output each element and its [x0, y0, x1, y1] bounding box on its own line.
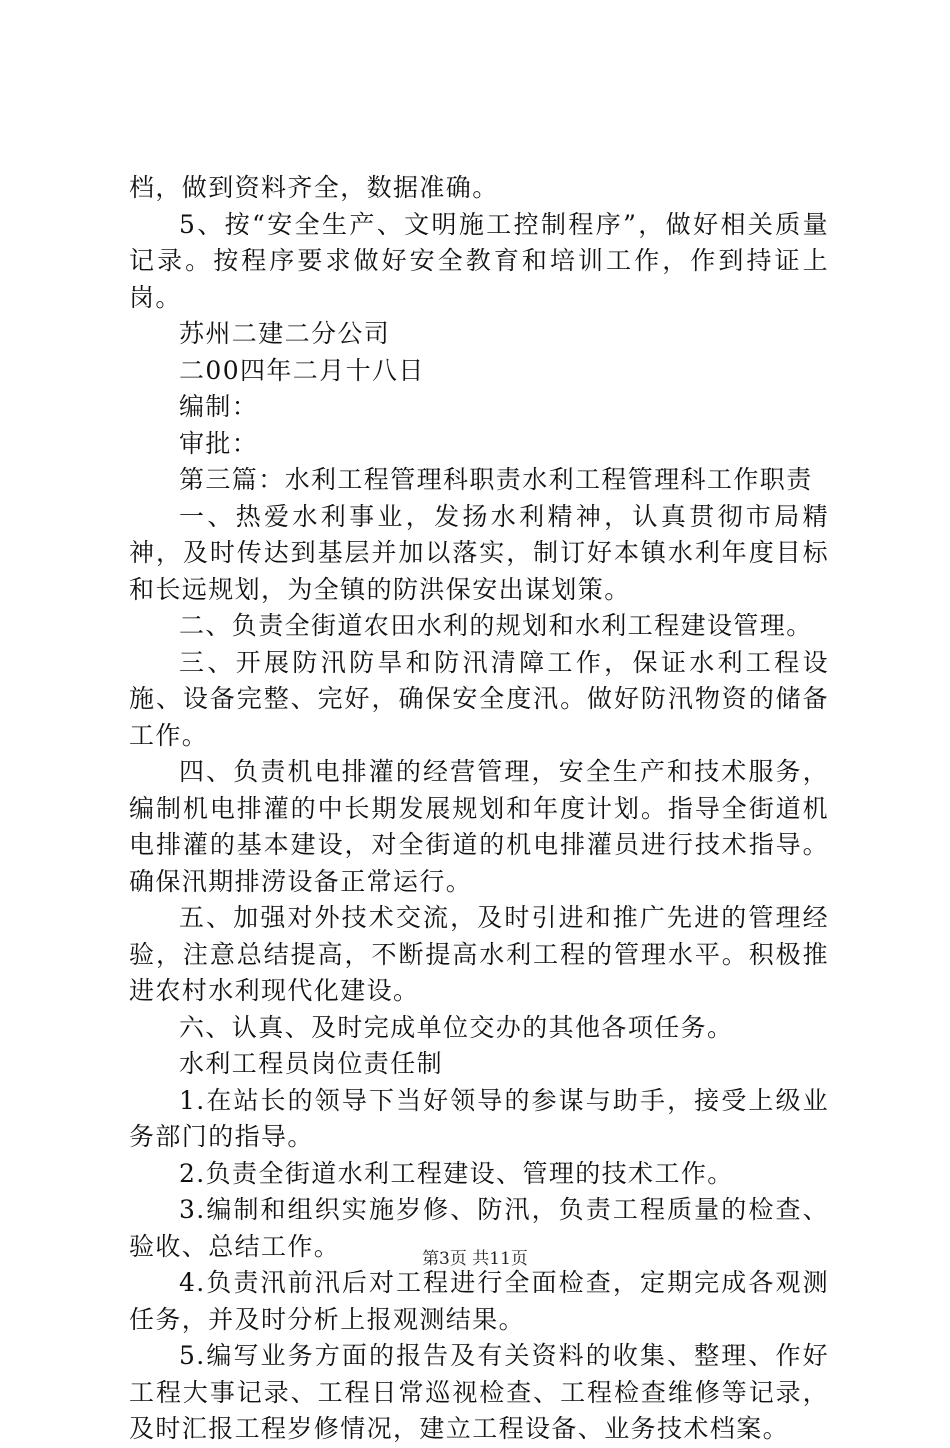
paragraph: 五、加强对外技术交流，及时引进和推广先进的管理经验，注意总结提高，不断提高水利工程的管理水平。积极推进农村水利现代化建设。: [129, 903, 829, 1005]
paragraph: 一、热爱水利事业，发扬水利精神，认真贯彻市局精神，及时传达到基层并加以落实，制订好本镇水利年度目标和长远规划，为全镇的防洪保安出谋划策。: [129, 501, 829, 604]
page-number: 第3页 共11页: [422, 1249, 528, 1269]
list-item: 1.在站长的领导下当好领导的参谋与助手，接受上级业务部门的指导。: [129, 1085, 829, 1151]
paragraph: 5、按“安全生产、文明施工控制程序”，做好相关质量记录。按程序要求做好安全教育和培训工作，作到持证上岗。: [129, 209, 829, 312]
page-footer: [0, 1244, 950, 1269]
company-name: 苏州二建二分公司: [179, 319, 391, 348]
list-item: 4.负责汛前汛后对工程进行全面检查，定期完成各观测任务，并及时分析上报观测结果。: [129, 1268, 829, 1334]
paragraph: 档，做到资料齐全，数据准确。: [129, 173, 499, 202]
paragraph: 六、认真、及时完成单位交办的其他各项任务。: [179, 1012, 734, 1042]
paragraph: 三、开展防汛防旱和防汛清障工作，保证水利工程设施、设备完整、完好，确保安全度汛。做好防汛物资的储备工作。: [129, 647, 829, 750]
list-item: 2.负责全街道水利工程建设、管理的技术工作。: [179, 1158, 734, 1188]
paragraph: 二、负责全街道农田水利的规划和水利工程建设管理。: [179, 611, 813, 640]
section-heading: 第三篇：水利工程管理科职责水利工程管理科工作职责: [179, 465, 813, 494]
list-item: 5.编写业务方面的报告及有关资料的收集、整理、作好工程大事记录、工程日常巡视检查、工程检查维修等记录，及时汇报工程岁修情况，建立工程设备、业务技术档案。: [129, 1341, 829, 1443]
paragraph: 四、负责机电排灌的经营管理，安全生产和技术服务，编制机电排灌的中长期发展规划和年度计划。指导全街道机电排灌的基本建设，对全街道的机电排灌员进行技术指导。确保汛期排涝设备正常运行。: [129, 757, 829, 896]
list-item: 3.编制和组织实施岁修、防汛，负责工程质量的检查、验收、总结工作。: [129, 1195, 829, 1261]
prepared-by-label: 编制：: [179, 392, 259, 421]
approved-by-label: 审批：: [179, 428, 259, 458]
subsection-heading: 水利工程员岗位责任制: [179, 1049, 444, 1078]
document-date: 二00四年二月十八日: [179, 355, 425, 385]
